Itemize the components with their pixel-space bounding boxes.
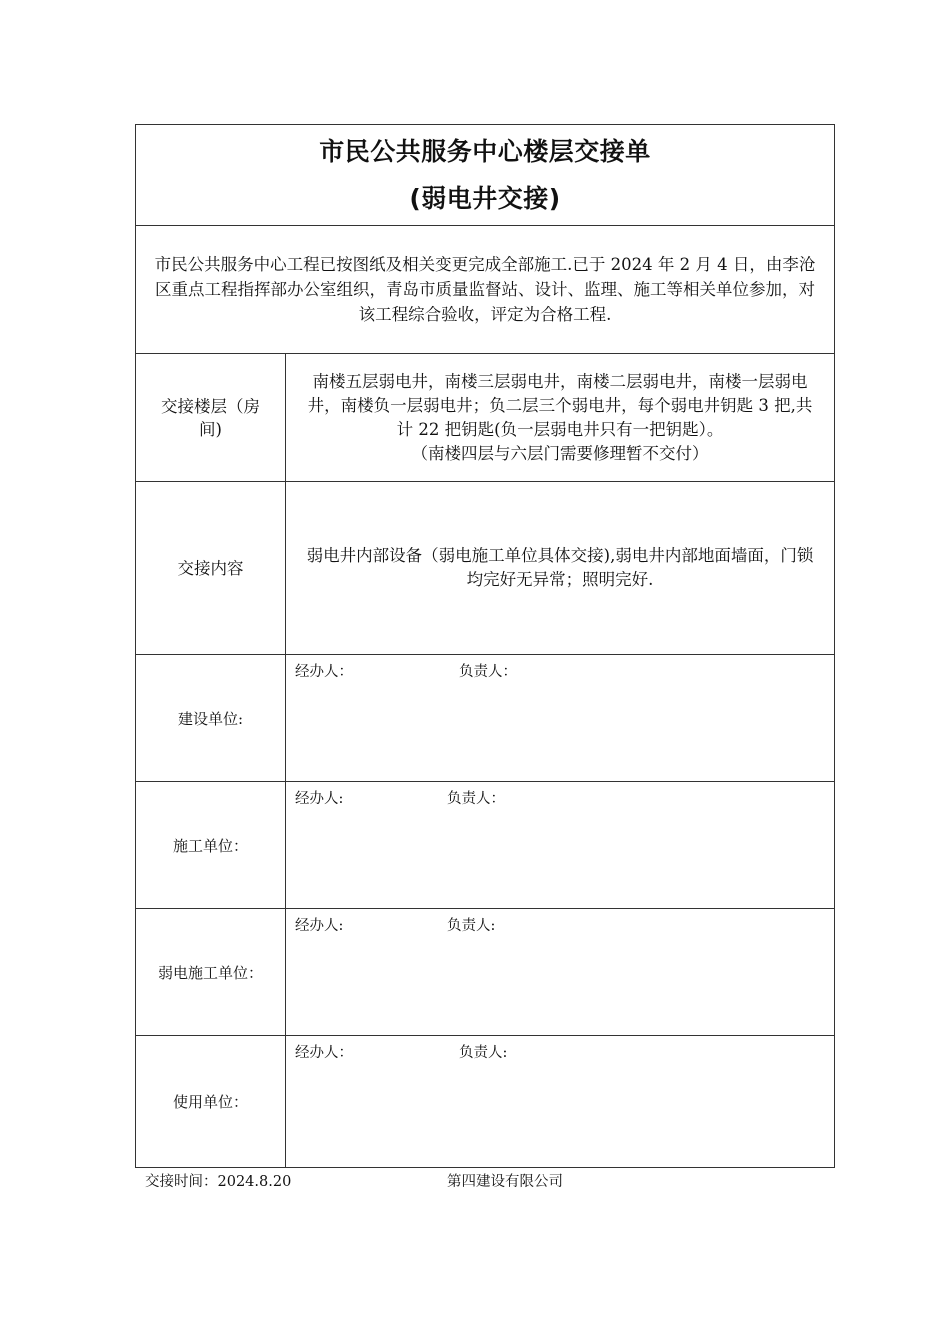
company-name: 第四建设有限公司: [447, 1174, 563, 1190]
handler-label: 经办人:: [295, 791, 344, 807]
floor-text: 南楼五层弱电井，南楼三层弱电井，南楼二层弱电井，南楼一层弱电井，南楼负一层弱电井；负二层三个弱电井，每个弱电井钥匙 3 把,共计 22 把钥匙(负一层弱电井只有一把钥匙）。: [307, 371, 813, 439]
form-title: 市民公共服务中心楼层交接单: [319, 137, 651, 166]
content-cell: [286, 482, 835, 655]
handler-label: 经办人：: [295, 1045, 353, 1061]
sign-unit-label: 施工单位：: [136, 782, 286, 909]
handover-form: [135, 124, 835, 1168]
sign-cell: [286, 1036, 835, 1168]
handler-label: 经办人：: [295, 664, 353, 680]
content-label: 交接内容: [136, 482, 286, 655]
responsible-label: 负责人：: [447, 791, 505, 807]
sign-unit-label: 建设单位:: [136, 655, 286, 782]
content-text: 弱电井内部设备（弱电施工单位具体交接),弱电井内部地面墙面，门锁均完好无异常；照明完好.: [306, 546, 814, 589]
intro-text: 市民公共服务中心工程已按图纸及相关变更完成全部施工.已于 2024 年 2 月 4 日，由李沧区重点工程指挥部办公室组织，青岛市质量监督站、设计、监理、施工等相关单位参加，对该工程综合验收，评定为合格工程.: [154, 255, 816, 324]
intro-cell: [136, 226, 835, 354]
sign-cell: [286, 655, 835, 782]
floor-note: （南楼四层与六层门需要修理暂不交付）: [411, 443, 709, 463]
title-cell: [136, 125, 835, 226]
responsible-label: 负责人:: [447, 918, 496, 934]
form-subtitle: (弱电井交接): [409, 184, 561, 213]
responsible-label: 负责人：: [459, 664, 517, 680]
floor-cell: [286, 354, 835, 482]
sign-unit-label: 使用单位：: [136, 1036, 286, 1168]
floor-label: 交接楼层（房间): [136, 354, 286, 482]
handler-label: 经办人:: [295, 918, 344, 934]
sign-unit-label: 弱电施工单位：: [136, 909, 286, 1036]
responsible-label: 负责人:: [459, 1045, 508, 1061]
sign-cell: [286, 909, 835, 1036]
sign-cell: [286, 782, 835, 909]
handover-date: 交接时间：2024.8.20: [145, 1174, 292, 1190]
